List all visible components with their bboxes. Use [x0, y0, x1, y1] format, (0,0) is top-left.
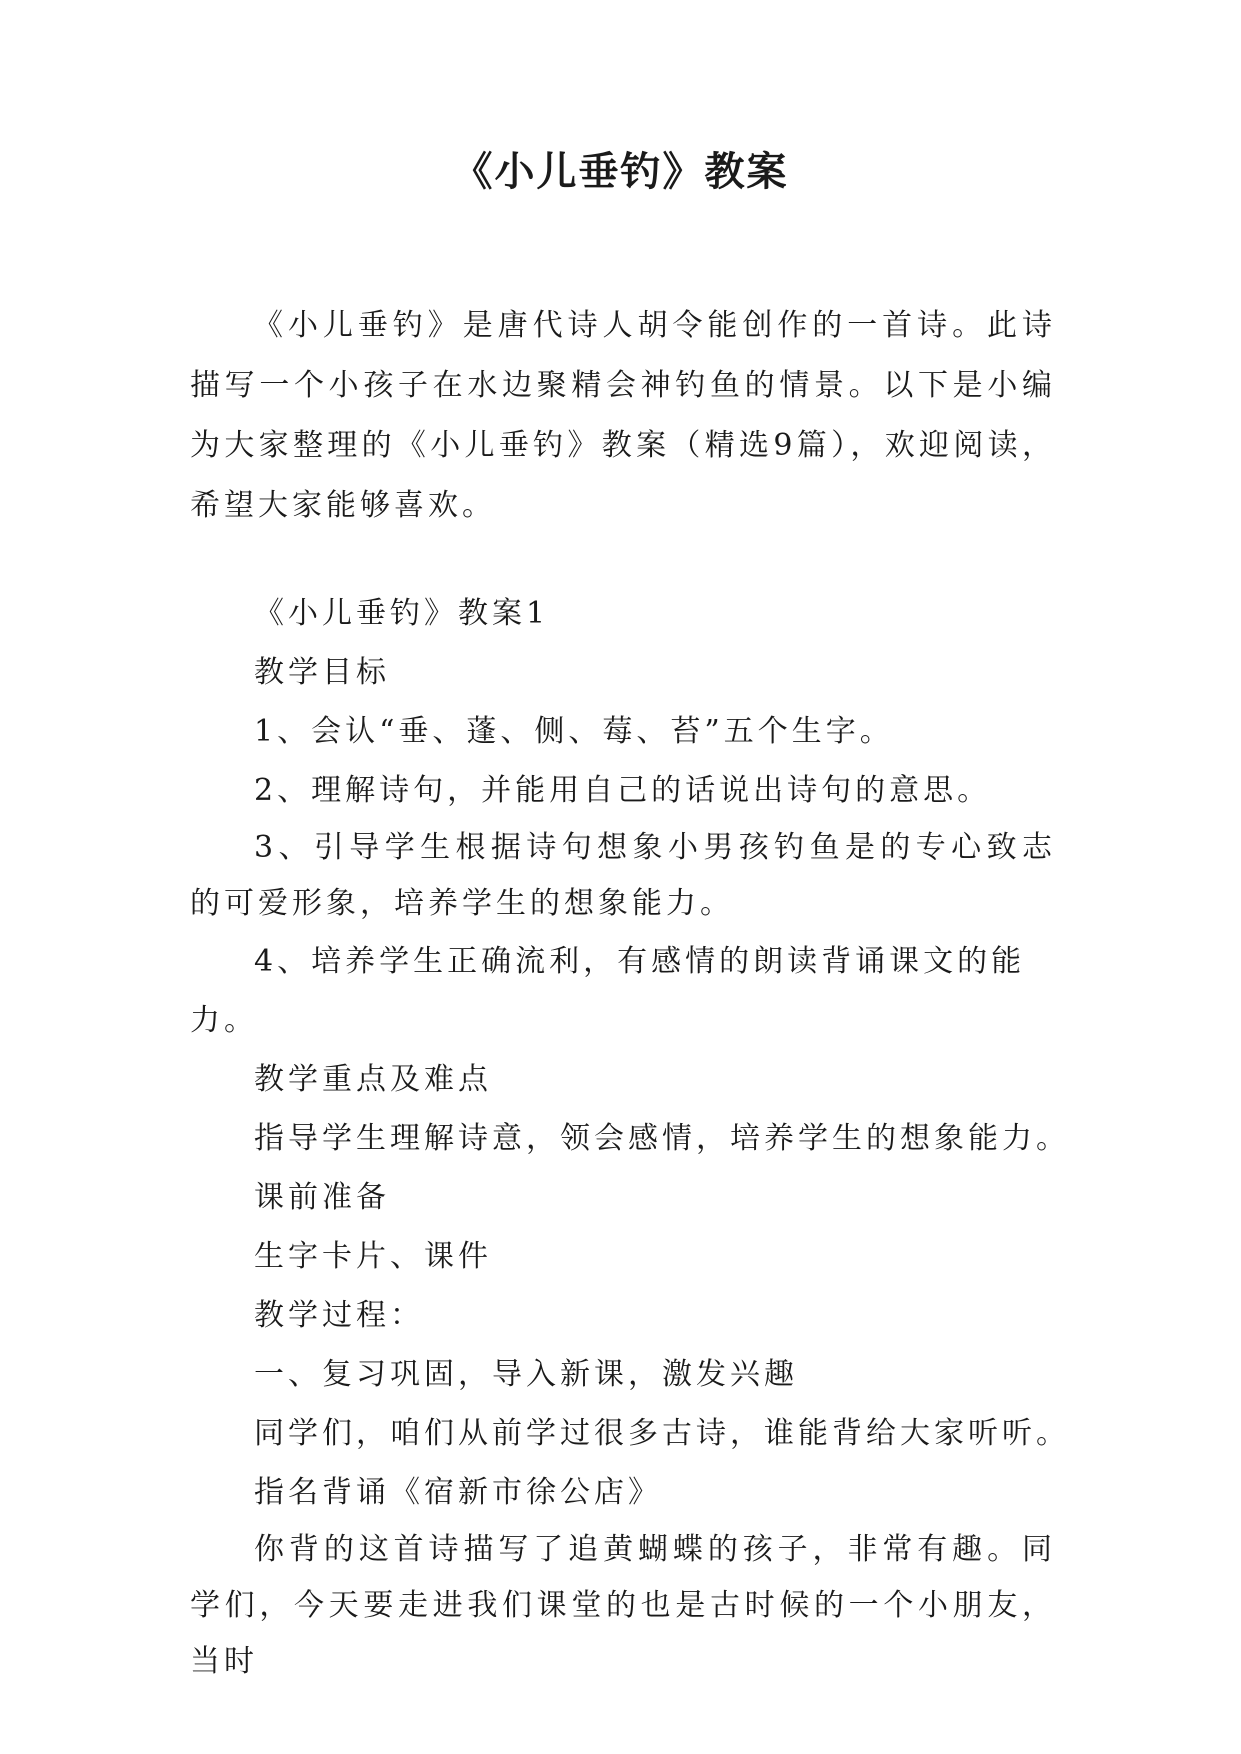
section-heading: 《小儿垂钓》教案1: [254, 596, 550, 631]
process-text-1: 同学们，咱们从前学过很多古诗，谁能背给大家听听。: [254, 1416, 1070, 1451]
intro-paragraph: 《小儿垂钓》是唐代诗人胡令能创作的一首诗。此诗描写一个小孩子在水边聚精会神钓鱼的情景。以下是小编为大家整理的《小儿垂钓》教案（精选9篇），欢迎阅读，希望大家能够喜欢。: [190, 308, 1056, 523]
subheading-process: 教学过程：: [254, 1298, 424, 1333]
goal-item-3: 3、引导学生根据诗句想象小男孩钓鱼是的专心致志的可爱形象，培养学生的想象能力。: [190, 830, 1056, 921]
preparation-text: 生字卡片、课件: [254, 1239, 492, 1274]
process-text-3: 你背的这首诗描写了追黄蝴蝶的孩子，非常有趣。同学们，今天要走进我们课堂的也是古时候的一个小朋友，当时: [190, 1532, 1056, 1679]
goal-item-1: 1、会认“垂、蓬、侧、莓、苔”五个生字。: [254, 714, 894, 749]
subheading-key-points: 教学重点及难点: [254, 1062, 492, 1097]
subheading-teaching-goals: 教学目标: [254, 655, 390, 690]
process-step-1: 一、复习巩固，导入新课，激发兴趣: [254, 1357, 798, 1392]
document-title: 《小儿垂钓》教案: [452, 149, 789, 195]
goal-item-4: 4、培养学生正确流利，有感情的朗读背诵课文的能力。: [190, 944, 1026, 1038]
subheading-preparation: 课前准备: [254, 1180, 390, 1215]
key-points-text: 指导学生理解诗意，领会感情，培养学生的想象能力。: [254, 1121, 1070, 1156]
process-text-2: 指名背诵《宿新市徐公店》: [254, 1475, 662, 1510]
goal-item-2: 2、理解诗句，并能用自己的话说出诗句的意思。: [254, 773, 992, 808]
lesson-body: [190, 584, 1070, 1690]
